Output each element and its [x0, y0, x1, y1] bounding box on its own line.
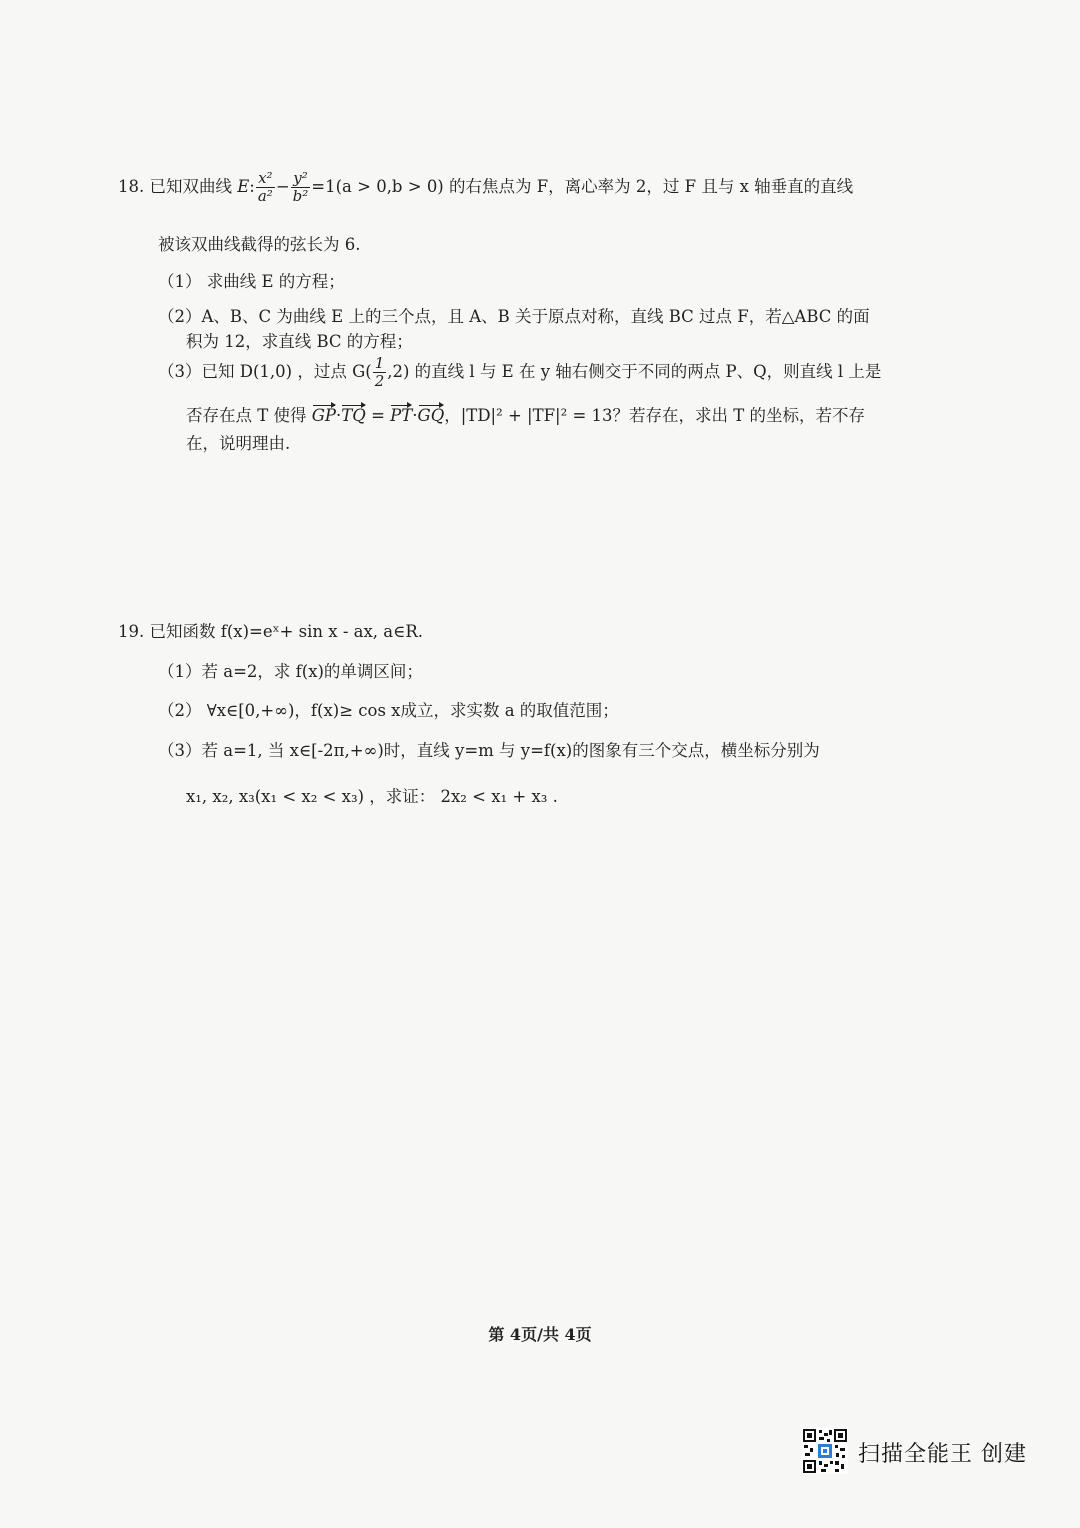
- fraction-y-over-b: $\frac{\text{y²}}{\text{b²}}$: [292, 169, 309, 205]
- q18-part3-line2: 否存在点 T 使得 GP·TQ = PT·GQ，|TD|² + |TF|² = 13？若存在，求出 T 的坐标，若不存: [186, 404, 865, 428]
- vector-pt: PT: [390, 404, 412, 428]
- qr-code-icon: [802, 1428, 848, 1474]
- q18-part1: （1） 求曲线 E 的方程；: [158, 272, 345, 291]
- fraction-x-over-a: $\frac{\text{x²}}{\text{a²}}$: [257, 169, 273, 205]
- q18-part2-line2: 积为 12，求直线 BC 的方程；: [186, 332, 413, 351]
- q19-part1: （1）若 a=2，求 f(x)的单调区间；: [158, 662, 423, 681]
- q18-part2-line1: （2）A、B、C 为曲线 E 上的三个点，且 A、B 关于原点对称，直线 BC 过点 F，若△ABC 的面: [158, 307, 870, 326]
- q18-head: 18. 已知双曲线: [118, 177, 232, 196]
- q18-line2: 被该双曲线截得的弦长为 6.: [158, 235, 361, 254]
- vector-gq: GQ: [418, 404, 445, 428]
- scanner-watermark: 扫描全能王 创建: [858, 1442, 1027, 1467]
- q18-part3-line3: 在，说明理由.: [186, 434, 291, 453]
- q18-line1: 18. 已知双曲线 E: $\frac{\text{x²}}{\text{a²}}$ − $\frac{\text{y²}}{\text{b²}}$ =1(a > 0,b > 0) 的右焦点为 F，离心率为 2，过 F 且与 x 轴垂直的直线: [118, 169, 854, 205]
- q19-part3-line1: （3）若 a=1, 当 x∈[-2π,+∞)时，直线 y=m 与 y=f(x)的图象有三个交点，横坐标分别为: [158, 741, 820, 760]
- q19-part2: （2） ∀x∈[0,+∞)，f(x)≥ cos x成立，求实数 a 的取值范围；: [158, 701, 619, 720]
- q18-E: E: [232, 177, 250, 196]
- q19-part3-line2: x₁, x₂, x₃(x₁ < x₂ < x₃) ，求证： 2x₂ < x₁ + x₃ .: [186, 787, 558, 806]
- q19-head: 19. 已知函数 f(x)=eˣ+ sin x - ax, a∈R.: [118, 622, 424, 641]
- fraction-one-half: $\frac{1}{2}$: [374, 354, 385, 390]
- vector-gp: GP: [312, 404, 336, 428]
- q18-tail: =1(a > 0,b > 0) 的右焦点为 F，离心率为 2，过 F 且与 x 轴垂直的直线: [311, 177, 854, 196]
- vector-tq: TQ: [341, 404, 366, 428]
- q18-part3-line1: （3）已知 D(1,0) ，过点 G( $\frac{1}{2}$ ,2) 的直线 l 与 E 在 y 轴右侧交于不同的两点 P、Q，则直线 l 上是: [158, 354, 882, 390]
- page-footer: 第 4页/共 4页: [488, 1325, 592, 1344]
